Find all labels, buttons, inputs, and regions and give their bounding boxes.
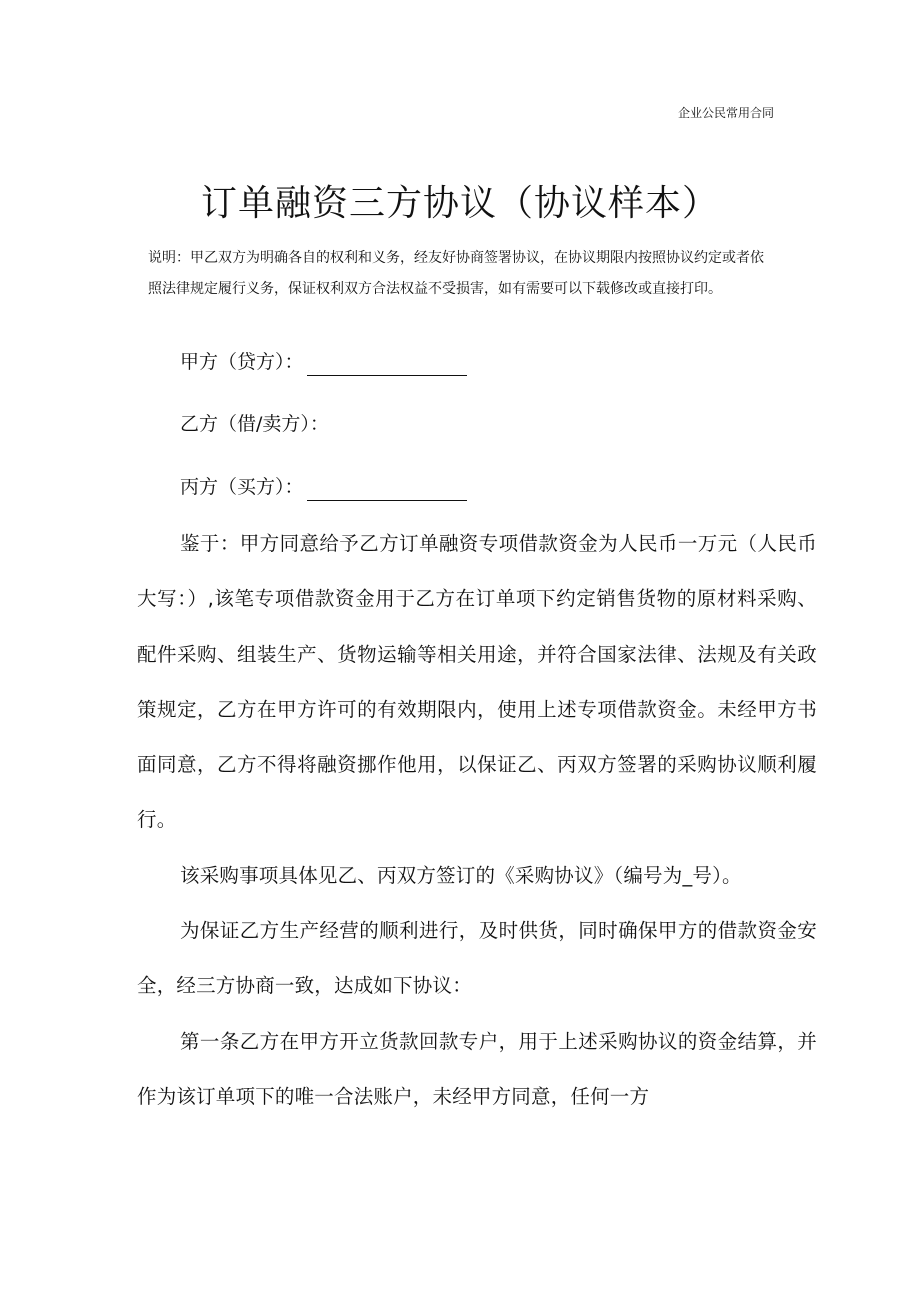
document-title: 订单融资三方协议（协议样本） [200,183,719,224]
party-b-label: 乙方（借/卖方）： [180,413,329,435]
instruction-note [148,243,800,305]
party-c-blank [307,480,467,501]
instruction-line-1: 说明：甲乙双方为明确各自的权利和义务，经友好协商签署协议，在协议期限内按照协议约定或者依 [148,250,764,266]
party-a-label: 甲方（贷方）： [180,351,304,373]
whereas-paragraph: 鉴于：甲方同意给予乙方订单融资专项借款资金为人民币一万元（人民币大写：）,该笔专项借款资金用于乙方在订单项下约定销售货物的原材料采购、配件采购、组装生产、货物运输等相关用途，并符合国家法律、法规及有关政策规定，乙方在甲方许可的有效期限内，使用上述专项借款资金。未经甲方书面同意，乙方不得将融资挪作他用，以保证乙、丙双方签署的采购协议顺利履行。 [137,532,817,832]
purchase-paragraph: 该采购事项具体见乙、丙双方签订的《采购协议》（编号为_号）。 [180,863,742,887]
party-c-label: 丙方（买方）： [180,476,304,498]
article-1-paragraph: 第一条乙方在甲方开立货款回款专户，用于上述采购协议的资金结算，并作为该订单项下的唯一合法账户，未经甲方同意，任何一方 [137,1029,817,1108]
instruction-line-2: 照法律规定履行义务，保证权利双方合法权益不受损害，如有需要可以下载修改或直接打印。 [148,281,722,297]
header-note: 企业公民常用合同 [678,106,775,120]
purpose-paragraph: 为保证乙方生产经营的顺利进行，及时供货，同时确保甲方的借款资金安全，经三方协商一致，达成如下协议： [137,919,817,998]
party-c-row [180,473,467,501]
agreement-body [137,516,817,1124]
party-a-row [180,348,467,376]
party-b-row [180,410,329,438]
party-a-blank [307,355,467,376]
